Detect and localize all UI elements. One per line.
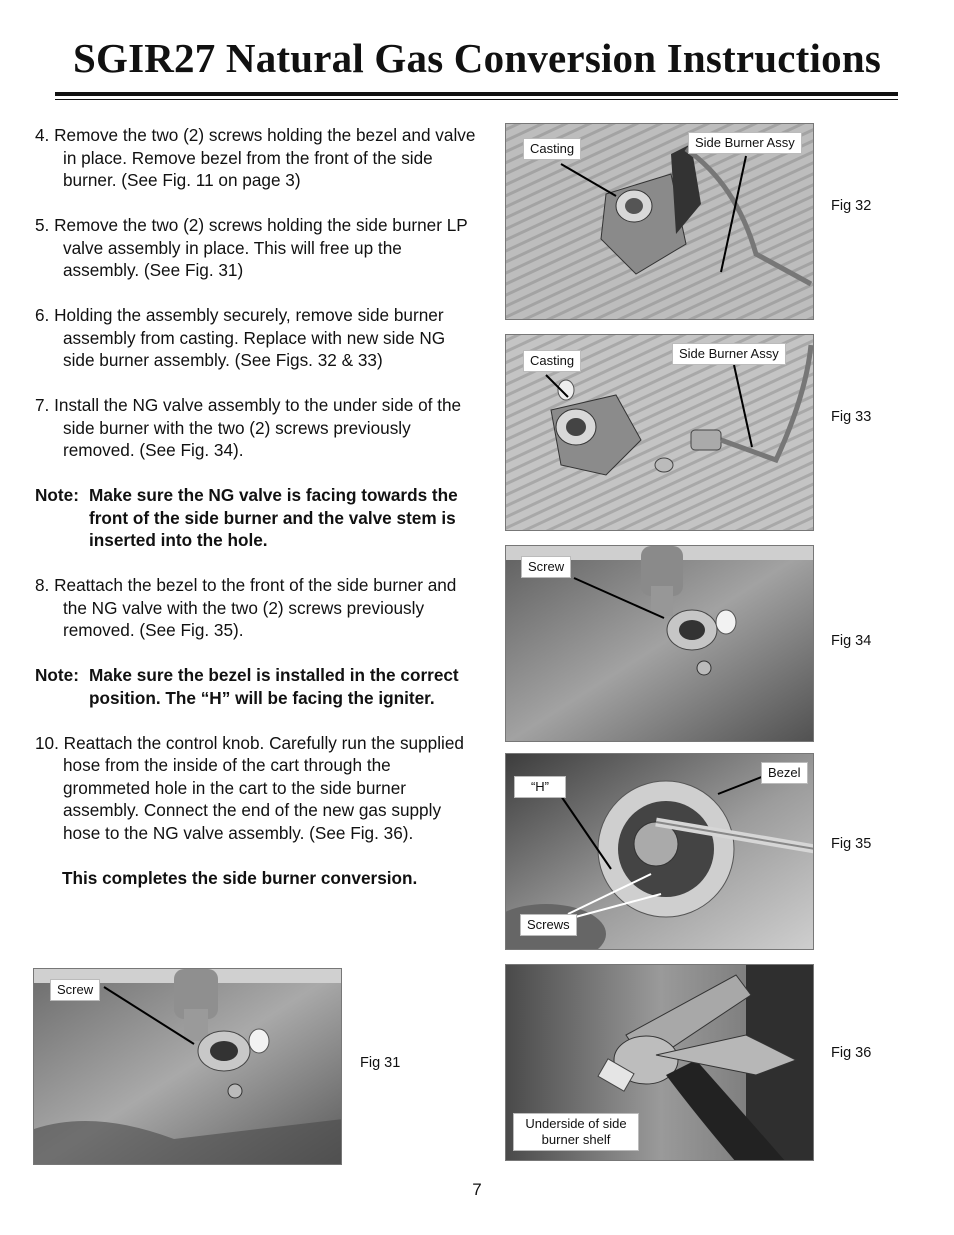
closing-text: This completes the side burner conversion. — [62, 867, 418, 888]
note-label: Note: — [35, 665, 79, 685]
step-8: 8. Reattach the bezel to the front of the side burner and the NG valve with the two (2) screws previously removed. (See Fig. 35). — [35, 575, 457, 640]
callout-side-burner-assy: Side Burner Assy — [688, 132, 802, 154]
fig-31-photo — [33, 968, 342, 1165]
fig-34-label: Fig 34 — [831, 633, 872, 649]
fig-31-label: Fig 31 — [360, 1055, 401, 1071]
callout-screws: Screws — [520, 914, 577, 936]
callout-side-burner-assy: Side Burner Assy — [672, 343, 786, 365]
callout-bezel: Bezel — [761, 762, 808, 784]
fig-34-photo — [505, 545, 814, 742]
step-4: 4. Remove the two (2) screws holding the bezel and valve in place. Remove bezel from the front of the side burner. (See Fig. 11 on page 3) — [35, 125, 476, 190]
step-6: 6. Holding the assembly securely, remove side burner assembly from casting. Replace with new side NG side burner assembly. (See Figs. 32 & 33) — [35, 305, 446, 370]
callout-h-mark: “H” — [514, 776, 566, 798]
fig-36-photo — [505, 964, 814, 1161]
step-7: 7. Install the NG valve assembly to the under side of the side burner with the two (2) screws previously removed. (See Fig. 34). — [35, 395, 462, 460]
title-rule-thick — [55, 92, 898, 96]
page-title: SGIR27 Natural Gas Conversion Instructions — [73, 35, 881, 81]
note-ng-valve — [35, 484, 480, 552]
callout-casting: Casting — [523, 350, 581, 372]
fig-33-photo — [505, 334, 814, 531]
fig-35-photo — [505, 753, 814, 950]
callout-screw: Screw — [50, 979, 100, 1001]
step-5: 5. Remove the two (2) screws holding the side burner LP valve assembly in place. This will free up the assembly. (See Fig. 31) — [35, 215, 468, 280]
step-10: 10. Reattach the control knob. Carefully run the supplied hose from the inside of the cart through the grommeted hole in the cart to the side burner assembly. Connect the end of the new gas supply hose to the NG valve assembly. (See Fig. 36). — [35, 732, 464, 843]
note-text: Make sure the NG valve is facing towards the front of the side burner and the valve stem is inserted into the hole. — [89, 485, 458, 550]
fig-36-label: Fig 36 — [831, 1045, 872, 1061]
fig-35-label: Fig 35 — [831, 836, 872, 852]
callout-casting: Casting — [523, 138, 581, 160]
fig-32-label: Fig 32 — [831, 198, 872, 214]
note-text: Make sure the bezel is installed in the correct position. The “H” will be facing the igniter. — [89, 665, 459, 708]
note-label: Note: — [35, 485, 79, 505]
title-rule-thin — [55, 99, 898, 100]
callout-screw: Screw — [521, 556, 571, 578]
callout-underside-shelf: Underside of side burner shelf — [513, 1113, 639, 1151]
note-bezel — [35, 664, 480, 709]
page-number: 7 — [472, 1180, 482, 1199]
instructions-column — [35, 124, 480, 889]
fig-33-label: Fig 33 — [831, 409, 872, 425]
fig-32-photo — [505, 123, 814, 320]
